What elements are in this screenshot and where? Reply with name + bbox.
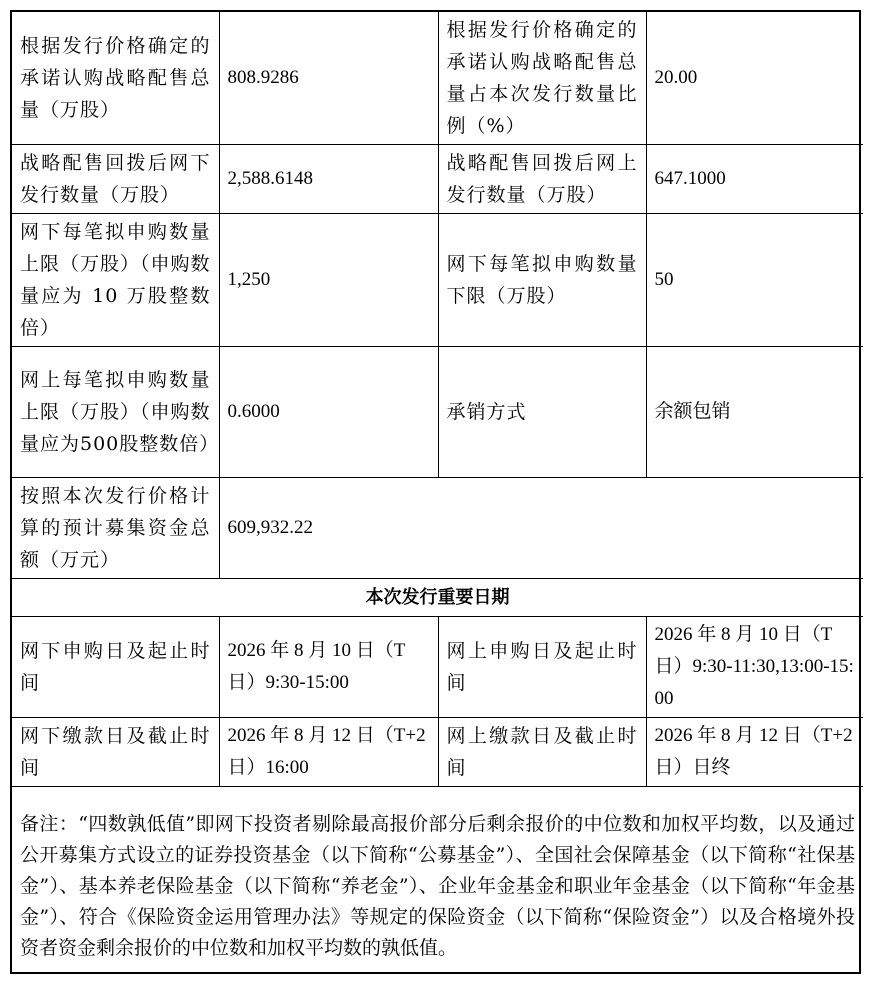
row-value: 647.1000 bbox=[646, 145, 863, 214]
fundraising-label: 按照本次发行价格计算的预计募集资金总额（万元） bbox=[12, 478, 219, 579]
row-label: 网下申购日及起止时间 bbox=[12, 617, 219, 718]
offering-info-table bbox=[10, 10, 861, 974]
row-label: 战略配售回拨后网下发行数量（万股） bbox=[12, 145, 219, 214]
row-label: 网下每笔拟申购数量下限（万股） bbox=[438, 214, 646, 347]
row-label: 网上每笔拟申购数量上限（万股）（申购数量应为500股整数倍） bbox=[12, 347, 219, 478]
row-label: 承销方式 bbox=[438, 347, 646, 478]
section-header-row bbox=[12, 579, 863, 617]
row-label: 网上缴款日及截止时间 bbox=[438, 718, 646, 787]
row-value: 2,588.6148 bbox=[219, 145, 438, 214]
table-row bbox=[12, 347, 863, 478]
row-value: 20.00 bbox=[646, 12, 863, 145]
fundraising-value: 609,932.22 bbox=[219, 478, 863, 579]
table-row bbox=[12, 145, 863, 214]
row-value: 2026 年 8 月 12 日（T+2 日）日终 bbox=[646, 718, 863, 787]
row-value: 808.9286 bbox=[219, 12, 438, 145]
row-value: 1,250 bbox=[219, 214, 438, 347]
offering-table bbox=[12, 12, 863, 987]
row-value: 2026 年 8 月 10 日（T 日）9:30-15:00 bbox=[219, 617, 438, 718]
table-row-fundraising bbox=[12, 478, 863, 579]
row-value: 0.6000 bbox=[219, 347, 438, 478]
row-value: 2026 年 8 月 10 日（T 日）9:30-11:30,13:00-15:00 bbox=[646, 617, 863, 718]
table-row bbox=[12, 214, 863, 347]
row-value: 2026 年 8 月 12 日（T+2 日）16:00 bbox=[219, 718, 438, 787]
row-label: 根据发行价格确定的承诺认购战略配售总量占本次发行数量比例（%） bbox=[438, 12, 646, 145]
table-row bbox=[12, 718, 863, 787]
table-row bbox=[12, 617, 863, 718]
note-row bbox=[12, 787, 863, 987]
table-row bbox=[12, 12, 863, 145]
row-label: 根据发行价格确定的承诺认购战略配售总量（万股） bbox=[12, 12, 219, 145]
row-label: 战略配售回拨后网上发行数量（万股） bbox=[438, 145, 646, 214]
row-label: 网上申购日及起止时间 bbox=[438, 617, 646, 718]
footnote: 备注：“四数孰低值”即网下投资者剔除最高报价部分后剩余报价的中位数和加权平均数，以及通过公开募集方式设立的证券投资基金（以下简称“公募基金”）、全国社会保障基金（以下简称“社保基金”）、基本养老保险基金（以下简称“养老金”）、企业年金基金和职业年金基金（以下简称“年金基金”）、符合《保险资金运用管理办法》等规定的保险资金（以下简称“保险资金”）以及合格境外投资者资金剩余报价的中位数和加权平均数的孰低值。 bbox=[12, 787, 863, 987]
row-label: 网下每笔拟申购数量上限（万股）（申购数量应为 10 万股整数倍） bbox=[12, 214, 219, 347]
row-value: 余额包销 bbox=[646, 347, 863, 478]
section-title: 本次发行重要日期 bbox=[12, 579, 863, 617]
row-label: 网下缴款日及截止时间 bbox=[12, 718, 219, 787]
row-value: 50 bbox=[646, 214, 863, 347]
